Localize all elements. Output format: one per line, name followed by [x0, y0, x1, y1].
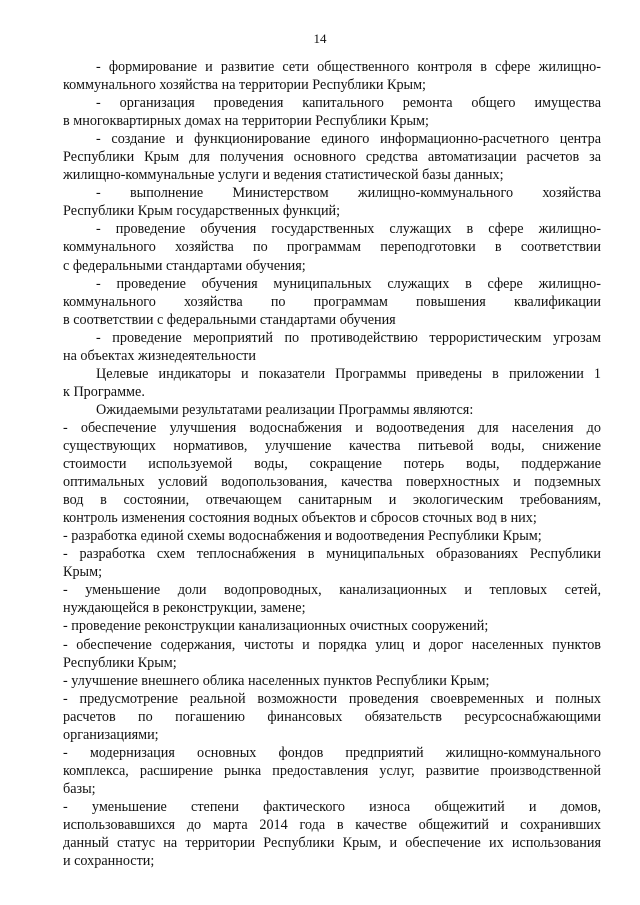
- text-line: в многоквартирных домах на территории Республики Крым;: [63, 113, 429, 130]
- text-line: - выполнение Министерством жилищно-коммунального хозяйства: [96, 185, 601, 202]
- text-line: организациями;: [63, 726, 159, 743]
- text-line: Целевые индикаторы и показатели Программы приведены в приложении 1: [96, 365, 601, 382]
- text-line: - проведение мероприятий по противодействию террористическим угрозам: [96, 329, 601, 346]
- page-number: 14: [313, 31, 327, 46]
- text-line: Республики Крым;: [63, 654, 177, 671]
- text-line: - обеспечение содержания, чистоты и порядка улиц и дорог населенных пунктов: [63, 636, 601, 653]
- text-line: базы;: [63, 780, 96, 797]
- text-line: - создание и функционирование единого информационно-расчетного центра: [96, 131, 601, 148]
- text-line: жилищно-коммунальные услуги и ведения статистической базы данных;: [63, 167, 504, 184]
- text-line: - организация проведения капитального ремонта общего имущества: [96, 95, 601, 112]
- text-line: Республики Крым для получения основного средства автоматизации расчетов за: [63, 149, 601, 166]
- document-body: [63, 58, 601, 870]
- text-line: коммунального хозяйства на территории Республики Крым;: [63, 77, 426, 94]
- text-line: - модернизация основных фондов предприятий жилищно-коммунального: [63, 744, 601, 761]
- text-line: расчетов по погашению финансовых обязательств ресурсоснабжающими: [63, 708, 601, 725]
- text-line: в соответствии с федеральными стандартами обучения: [63, 311, 396, 328]
- text-line: стоимости используемой воды, сокращение потерь воды, поддержание: [63, 456, 601, 473]
- text-line: - проведение реконструкции канализационных очистных сооружений;: [63, 618, 489, 635]
- text-line: - обеспечение улучшения водоснабжения и водоотведения для населения до: [63, 419, 601, 436]
- text-line: - улучшение внешнего облика населенных пунктов Республики Крым;: [63, 672, 490, 689]
- text-line: - проведение обучения государственных служащих в сфере жилищно-: [96, 221, 601, 238]
- text-line: данный статус на территории Республики Крым, и обеспечение их использования: [63, 835, 601, 852]
- text-line: - предусмотрение реальной возможности проведения своевременных и полных: [63, 690, 601, 707]
- text-line: использовавшихся до марта 2014 года в качестве общежитий и сохранивших: [63, 816, 601, 833]
- text-line: оптимальных условий водопользования, качества поверхностных и подземных: [63, 474, 601, 491]
- text-line: комплекса, расширение рынка предоставления услуг, развитие производственной: [63, 762, 601, 779]
- text-line: и сохранности;: [63, 853, 155, 870]
- text-line: Республики Крым государственных функций;: [63, 203, 341, 220]
- text-line: на объектах жизнедеятельности: [63, 347, 256, 364]
- text-line: - уменьшение степени фактического износа общежитий и домов,: [63, 798, 601, 815]
- text-line: контроль изменения состояния водных объектов и сбросов сточных вод в них;: [63, 510, 537, 527]
- text-line: - разработка единой схемы водоснабжения и водоотведения Республики Крым;: [63, 528, 542, 545]
- text-line: коммунального хозяйства по программам переподготовки в соответствии: [63, 239, 601, 256]
- text-line: коммунального хозяйства по программам повышения квалификации: [63, 293, 601, 310]
- text-line: существующих нормативов, улучшение качества питьевой воды, снижение: [63, 437, 601, 454]
- text-line: с федеральными стандартами обучения;: [63, 257, 306, 274]
- text-line: нуждающейся в реконструкции, замене;: [63, 600, 306, 617]
- text-line: - формирование и развитие сети общественного контроля в сфере жилищно-: [96, 59, 601, 75]
- text-line: - разработка схем теплоснабжения в муниципальных образованиях Республики: [63, 546, 601, 563]
- text-line: Ожидаемыми результатами реализации Программы являются:: [96, 401, 474, 418]
- text-line: Крым;: [63, 564, 103, 581]
- text-line: вод в состоянии, отвечающем санитарным и экологическим требованиям,: [63, 492, 601, 509]
- text-line: - уменьшение доли водопроводных, канализационных и тепловых сетей,: [63, 582, 601, 599]
- text-line: к Программе.: [63, 383, 145, 400]
- text-line: - проведение обучения муниципальных служащих в сфере жилищно-: [96, 275, 601, 292]
